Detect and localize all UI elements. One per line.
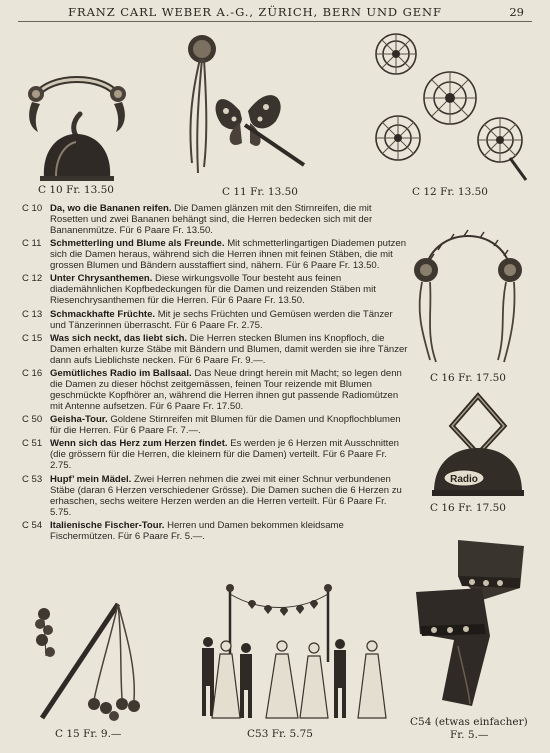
entry-code: C 50 xyxy=(22,414,43,426)
c16-flower-headphones-illustration xyxy=(408,222,528,370)
c15-flower-wand-illustration xyxy=(28,600,146,724)
entry-code: C 54 xyxy=(22,519,43,531)
c16-headphones-caption: C 16 Fr. 17.50 xyxy=(430,372,506,384)
entry-c50 xyxy=(22,414,410,436)
entry-code: C 12 xyxy=(22,273,43,285)
entry-text: Herren und Damen bekommen kleidsame Fischermützen. Für 6 Paare Fr. 5.—. xyxy=(50,519,344,542)
c53-caption: C53 Fr. 5.75 xyxy=(247,728,313,740)
entry-title: Unter Chrysanthemen. xyxy=(50,273,153,285)
entry-c12 xyxy=(22,273,410,306)
entry-text: Es werden je 6 Herzen mit Ausschnitten (die grössern für die Herren, die kleinern für die Damen) verteilt. Für 6 Paare Fr. 2.75. xyxy=(50,438,399,472)
c54-caption-line1: C54 (etwas einfacher) xyxy=(410,716,528,728)
entry-c15 xyxy=(22,333,410,366)
entry-title: Wenn sich das Herz zum Herzen findet. xyxy=(50,438,228,450)
entry-c16 xyxy=(22,368,410,412)
c12-chrysanthemum-diadem-illustration xyxy=(370,24,530,184)
entry-code: C 15 xyxy=(22,332,43,344)
entries-list xyxy=(22,203,410,544)
entry-text: Das Neue dringt herein mit Macht; so legen denn die Damen zu dieser höchst zeitgemässen, feinen Tour reizende mit Blumen geschmückte Kopfhörer an, während die Herren ihnen gut passende Radiomützen mit Antenne aufsetzen. Für 6 Paare Fr. 17.50. xyxy=(50,367,402,412)
entry-text: Zwei Herren nehmen die zwei mit einer Schnur verbundenen Stäbe (daran 6 Herzen verschiedener Grösse). Die Damen suchen die 6 Herzen zu erhaschen, sechs weitere Herzen werden an die Herren verteilt. Für 6 Paare Fr. 5.75. xyxy=(50,473,402,518)
c15-caption: C 15 Fr. 9.— xyxy=(55,728,122,740)
c54-caption-line2: Fr. 5.— xyxy=(450,729,489,741)
c11-caption: C 11 Fr. 13.50 xyxy=(222,186,298,198)
c10-headband-banana-hat-illustration xyxy=(22,66,132,182)
entry-text: Mit je sechs Früchten und Gemüsen werden die Tänzer und Tänzerinnen überrascht. Für 6 Paare Fr. 2.75. xyxy=(50,308,393,331)
page-number: 29 xyxy=(509,5,524,19)
page-header-title: FRANZ CARL WEBER A.-G., ZÜRICH, BERN UND GENF xyxy=(68,5,442,19)
radio-label: Radio xyxy=(450,474,478,485)
entry-title: Geisha-Tour. xyxy=(50,414,108,426)
entry-c10 xyxy=(22,203,410,236)
c10-caption: C 10 Fr. 13.50 xyxy=(38,184,114,196)
entry-text: Die Damen glänzen mit den Stirnreifen, die mit Rosetten und zwei Bananen behängt sind, die Herren bedecken sich mit der Bananenmütze. Für 6 Paare Fr. 13.50. xyxy=(50,203,373,236)
entry-text: Goldene Stirnreifen mit Blumen für die Damen und Knopflochblumen für die Herren. Für 6 Paare Fr. 7.—. xyxy=(50,414,401,437)
entry-title: Italienische Fischer-Tour. xyxy=(50,519,165,531)
c16-radio-cap-caption: C 16 Fr. 17.50 xyxy=(430,502,506,514)
entry-code: C 53 xyxy=(22,473,43,485)
entry-title: Da, wo die Bananen reifen. xyxy=(50,203,172,214)
entry-title: Schmetterling und Blume als Freunde. xyxy=(50,238,225,250)
entry-c13 xyxy=(22,309,410,331)
entry-text: Mit schmetterlingartigen Diademen putzen sich die Damen heraus, während sich die Herren ihnen mit feinen Stäben, die mit grossen Blumen und Bändern ausstaffiert sind, nähern. Für 6 Paare Fr. 13.50. xyxy=(50,238,407,272)
entry-text: Die Herren stecken Blumen ins Knopfloch, die Damen erhalten kurze Stäbe mit Bändern und Blumen, damit werden sie ihre Tänzer dann aufs Lieblichste necken. Für 6 Paare Fr. 9.—. xyxy=(50,332,408,366)
c53-dance-scene-illustration xyxy=(190,582,398,724)
entry-text: Diese wirkungsvolle Tour besteht aus feinen diademähnlichen Kopfbedeckungen für die Damen und reizenden Stäben mit Riesenchrysanthemen für die Herren. Für 6 Paare Fr. 13.50. xyxy=(50,273,376,307)
entry-title: Was sich neckt, das liebt sich. xyxy=(50,332,188,344)
entry-c53 xyxy=(22,474,410,518)
entry-c54 xyxy=(22,520,410,542)
entry-code: C 10 xyxy=(22,203,43,214)
entry-code: C 13 xyxy=(22,308,43,320)
c54-fisher-caps-illustration xyxy=(412,536,530,712)
entry-c51 xyxy=(22,438,410,471)
c12-caption: C 12 Fr. 13.50 xyxy=(412,186,488,198)
c16-radio-cap-illustration xyxy=(428,392,528,498)
entry-title: Gemütliches Radio im Ballsaal. xyxy=(50,367,192,379)
entry-title: Schmackhafte Früchte. xyxy=(50,308,156,320)
entry-code: C 16 xyxy=(22,367,43,379)
entry-code: C 51 xyxy=(22,438,43,450)
entry-title: Hupf’ mein Mädel. xyxy=(50,473,132,485)
page-header xyxy=(18,3,532,22)
c11-butterfly-flower-wand-illustration xyxy=(178,33,314,183)
entry-code: C 11 xyxy=(22,238,42,250)
entry-c11 xyxy=(22,238,410,271)
